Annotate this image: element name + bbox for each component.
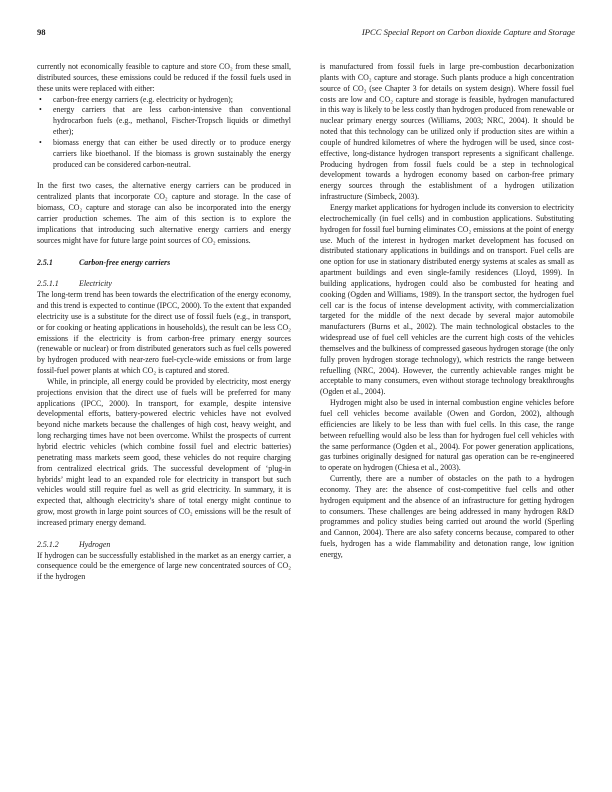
paragraph: Energy market applications for hydrogen include its conversion to electricity electrochemically (in fuel cells) and in combustion applications. Substituting hydrogen for fossil fuel burning eliminates CO₂ emissions at the point of energy use. Much of the interest in hydrogen market development has focused on distributed stationary applications in buildings and on transport. Fuel cells are one option for use in stationary distributed energy systems at scales as small as apartment buildings and even single-family residences (Lloyd, 1999). In building applications, hydrogen could also be combusted for heating and cooking (Ogden and Williams, 1989). In the transport sector, the hydrogen fuel cell car is the focus of intense development activity, with commercialization targeted for the middle of the next decade by several major automobile manufacturers (Burns et al., 2002). The main technological obstacles to the widespread use of fuel cell vehicles are the current high costs of the vehicles themselves and the bulkiness of compressed gaseous hydrogen storage (the only fully proven hydrogen storage technology), which restricts the range between refuelling (NRC, 2004). However, the currently achievable ranges might be acceptable to many consumers, even without storage technology breakthroughs (Ogden et al., 2004). bbox=[320, 202, 574, 397]
page-number: 98 bbox=[37, 27, 46, 37]
subsection-title: Electricity bbox=[79, 279, 112, 289]
section-title: Carbon-free energy carriers bbox=[79, 257, 171, 267]
list-item: • carbon-free energy carriers (e.g. electricity or hydrogen); bbox=[37, 95, 291, 106]
section-heading bbox=[37, 258, 291, 269]
paragraph: The long-term trend has been towards the electrification of the energy economy, and this trend is expected to continue (IPCC, 2000). To the extent that expanded electricity use is a substitute for the direct use of fossil fuels (e.g., in transport, or for cooking or heating applications in households), the result can be less CO₂ emissions if the electricity is from carbon-free primary energy sources (renewable or nuclear) or from distributed generators such as fuel cells powered by hydrogen produced with near-zero fuel-cycle-wide emissions or from large fossil-fuel power plants at which CO₂ is captured and stored. bbox=[37, 290, 291, 376]
bullet-list bbox=[37, 95, 291, 171]
paragraph: If hydrogen can be successfully established in the market as an energy carrier, a consequence could be the emergence of large new concentrated sources of CO₂ if the hydrogen bbox=[37, 550, 291, 582]
paragraph: currently not economically feasible to capture and store CO₂ from these small, distributed sources, these emissions could be reduced if the fossil fuels used in these units were replaced with either: bbox=[37, 62, 291, 93]
running-title: IPCC Special Report on Carbon dioxide Capture and Storage bbox=[361, 27, 575, 37]
paragraph: is manufactured from fossil fuels in large pre-combustion decarbonization plants with CO₂ capture and storage. Such plants produce a high concentration source of CO₂ (see Chapter 3 for details on system design). Where fossil fuel costs are low and CO₂ capture and storage is feasible, hydrogen manufactured in this way is likely to be less costly than hydrogen produced from renewable or nuclear primary energy sources (Williams, 2003; NRC, 2004). It should be noted that this technology can be utilized only if production sites are within a couple of hundred kilometres of where the hydrogen will be used, since cost-effective, long-distance hydrogen transport represents a significant challenge. Producing hydrogen from fossil fuels could be a step in technological development towards a hydrogen economy based on carbon-free primary energy sources through the establishment of a hydrogen utilization infrastructure (Simbeck, 2003). bbox=[320, 62, 574, 202]
subsection-number: 2.5.1.2 bbox=[37, 539, 59, 549]
subsection-heading bbox=[37, 279, 291, 290]
right-column bbox=[320, 62, 574, 561]
left-column bbox=[37, 62, 291, 583]
subsection-title: Hydrogen bbox=[79, 539, 111, 549]
subsection-heading bbox=[37, 540, 291, 551]
list-item: • energy carriers that are less carbon-intensive than conventional hydrocarbon fuels (e.g., methanol, Fischer-Tropsch liquids or dimethyl ether); bbox=[37, 105, 291, 138]
subsection-number: 2.5.1.1 bbox=[37, 279, 59, 289]
paragraph: While, in principle, all energy could be provided by electricity, most energy projections envision that the direct use of fuels will be preferred for many applications (IPCC, 2000). In transport, for example, despite intensive developmental efforts, battery-powered electric vehicles have not evolved beyond niche markets because the challenges of high cost, heavy weight, and long recharging times have not been overcome. Whilst the prospects of current hybrid electric vehicles (which combine fossil fuel and electric batteries) penetrating mass markets seem good, these vehicles do not require charging from centralized electrical grids. The successful development of ‘plug-in hybrids’ might lead to an expanded role for electricity in transport but such vehicles would still require fuel as well as grid electricity. In summary, it is expected that, although electricity’s share of total energy might continue to grow, most growth in large point sources of CO₂ emissions will be the result of increased primary energy demand. bbox=[37, 376, 291, 527]
paragraph: In the first two cases, the alternative energy carriers can be produced in centralized plants that incorporate CO₂ capture and storage. In the case of biomass, CO₂ capture and storage can also be incorporated into the energy carrier production schemes. The aim of this section is to explore the implications that introducing such alternative energy carriers and energy sources might have for future large point sources of CO₂ emissions. bbox=[37, 181, 291, 245]
section-number: 2.5.1 bbox=[37, 257, 53, 267]
paragraph: Currently, there are a number of obstacles on the path to a hydrogen economy. They are: the absence of cost-competitive fuel cells and other hydrogen equipment and the absence of an infrastructure for getting hydrogen to consumers. These challenges are being addressed in many hydrogen R&D programmes and policy studies being carried out around the world (Sperling and Cannon, 2004). There are also safety concerns because, compared to other fuels, hydrogen has a wide flammability and detonation range, low ignition energy, bbox=[320, 474, 574, 559]
paragraph: Hydrogen might also be used in internal combustion engine vehicles before fuel cell vehicles become available (Owen and Gordon, 2002), although efficiencies are likely to be less than with fuel cells. In this case, the range between refuelling would also be less than for hydrogen fuel cell vehicles with the same performance (Ogden et al., 2004). For power generation applications, gas turbines originally designed for natural gas operation can be re-engineered to operate on hydrogen (Chiesa et al., 2003). bbox=[320, 398, 574, 473]
page-header bbox=[37, 27, 575, 41]
list-item: • biomass energy that can either be used directly or to produce energy carriers like bioethanol. If the biomass is grown sustainably the energy produced can be considered carbon-neutral. bbox=[37, 138, 291, 171]
